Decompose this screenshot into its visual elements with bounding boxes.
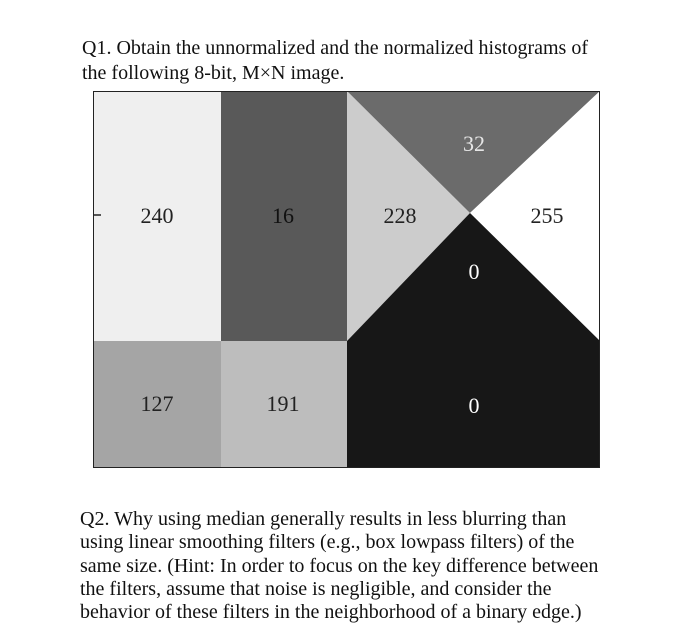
label-240: 240 [140,203,174,228]
question-2-text [80,508,640,624]
question-1-line-1: Q1. Obtain the unnormalized and the normalized histograms of [82,37,588,59]
question-2-line-5: behavior of these filters in the neighborhood of a binary edge.) [80,601,582,624]
intensity-image-figure [93,91,600,468]
label-255: 255 [530,203,564,228]
question-2-line-1: Q2. Why using median generally results in less blurring than [80,508,567,530]
label-0-bottom: 0 [468,393,480,418]
label-191: 191 [266,391,300,416]
label-0-center: 0 [468,259,480,284]
question-1-line-2: the following 8-bit, M×N image. [82,62,345,84]
label-127: 127 [140,391,174,416]
label-228: 228 [383,203,417,228]
question-2-line-3: same size. (Hint: In order to focus on the key difference between [80,554,599,577]
question-2-line-2: using linear smoothing filters (e.g., box lowpass filters) of the [80,531,575,554]
question-1-text [82,36,682,86]
label-16: 16 [272,203,294,228]
label-32: 32 [463,131,485,156]
intensity-image [93,91,600,468]
question-2-line-4: the filters, assume that noise is negligible, and consider the [80,577,552,600]
